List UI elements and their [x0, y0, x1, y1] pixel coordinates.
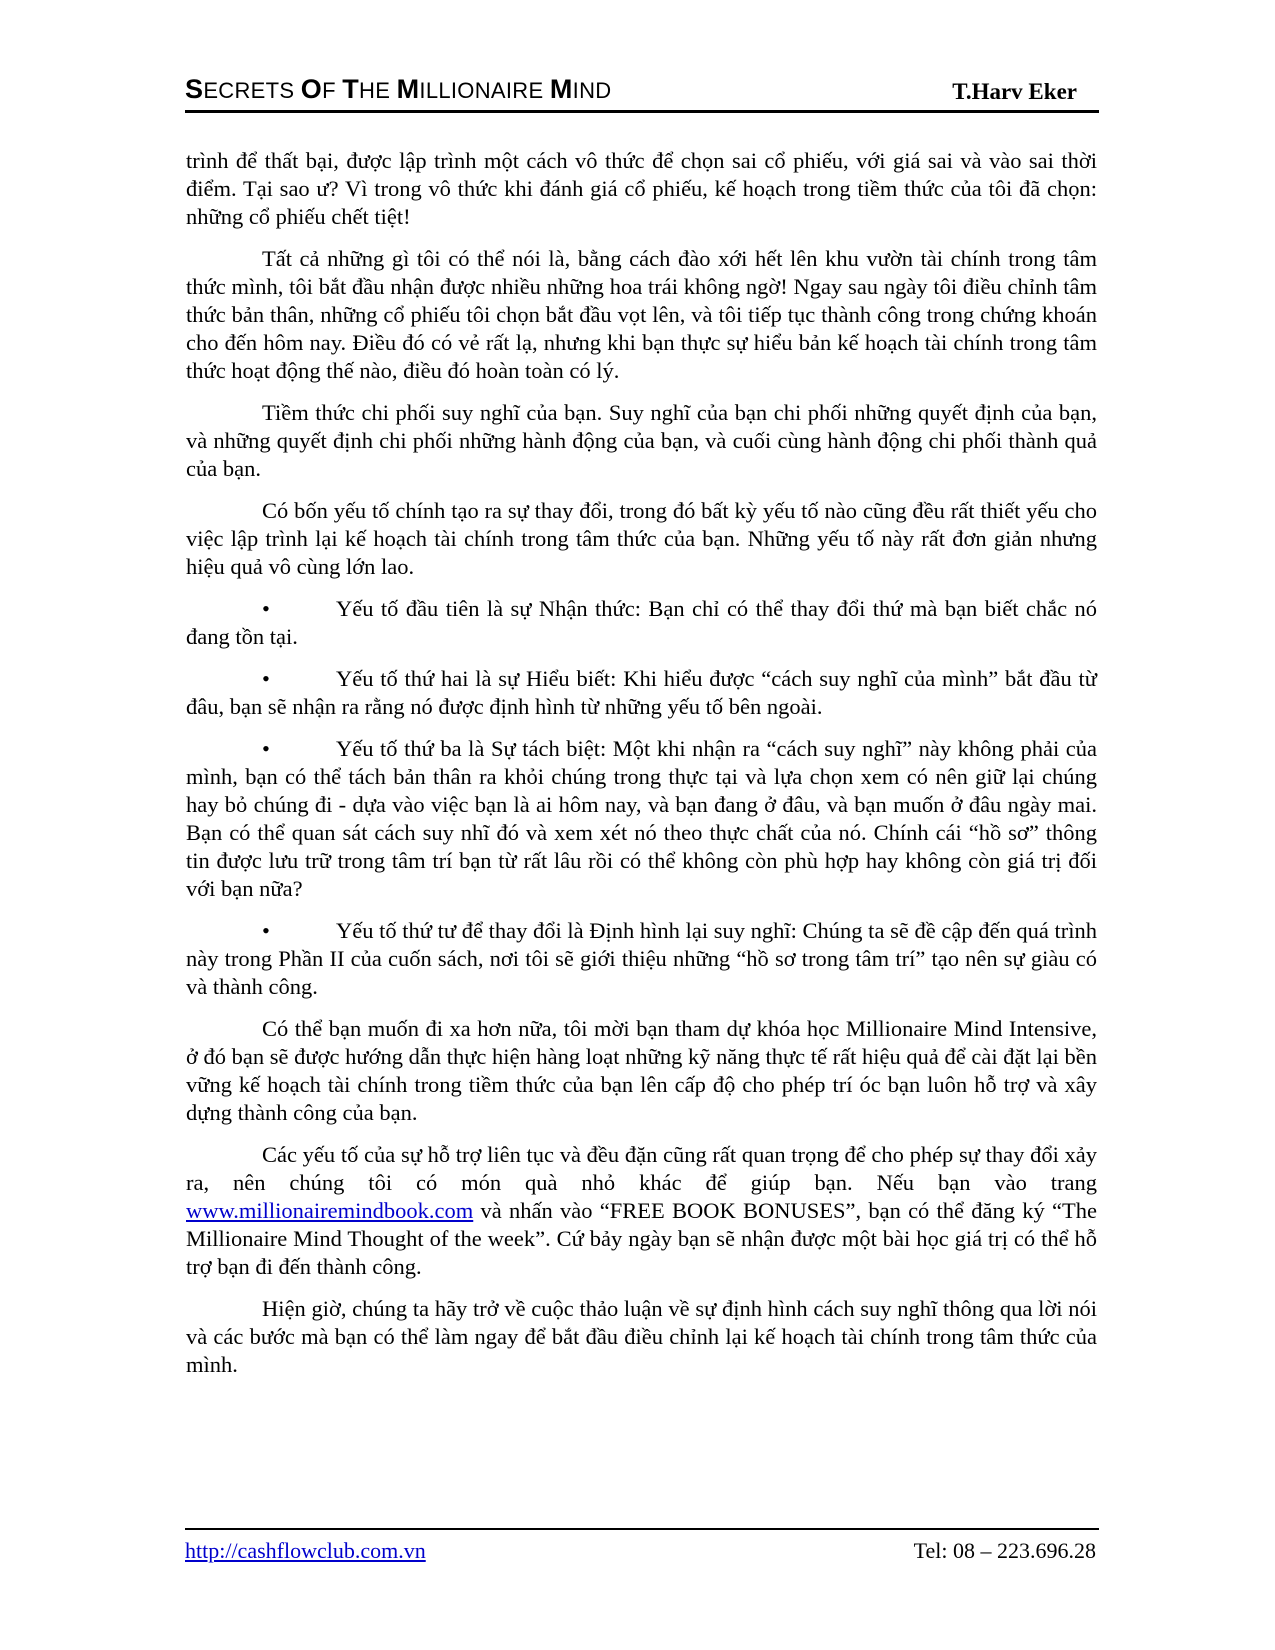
paragraph-text: Các yếu tố của sự hỗ trợ liên tục và đều đặn cũng rất quan trọng để cho phép sự thay đổi xảy ra, nên chúng tôi có món quà nhỏ khác để giúp bạn. Nếu bạn vào trang [186, 1142, 1097, 1195]
title-part: IND [572, 78, 612, 103]
page-header [185, 72, 1099, 113]
title-capital: T [342, 74, 360, 104]
bullet-icon: • [262, 918, 270, 943]
title-capital: M [396, 74, 420, 104]
bullet-text: Yếu tố thứ tư để thay đổi là Định hình lại suy nghĩ: Chúng ta sẽ đề cập đến quá trình này trong Phần II của cuốn sách, nơi tôi sẽ giới thiệu những “hồ sơ trong tâm trí” tạo nên sự giàu có và thành công. [186, 918, 1097, 999]
bullet-item [186, 595, 1097, 651]
bullet-text: Yếu tố thứ ba là Sự tách biệt: Một khi nhận ra “cách suy nghĩ” này không phải của mình, bạn có thể tách bản thân ra khỏi chúng trong thực tại và lựa chọn xem có nên giữ lại chúng hay bỏ chúng đi - dựa vào việc bạn là ai hôm nay, và bạn đang ở đâu, và bạn muốn ở đâu ngày mai. Bạn có thể quan sát cách suy nhĩ đó và xem xét nó theo thực chất của nó. Chính cái “hồ sơ” thông tin được lưu trữ trong tâm trí bạn từ rất lâu rồi có thể không còn phù hợp hay không còn giá trị đối với bạn nữa? [186, 736, 1097, 901]
title-capital: M [549, 74, 573, 104]
page-body [186, 147, 1097, 1393]
footer-url-link[interactable]: http://cashflowclub.com.vn [185, 1538, 426, 1563]
bullet-item [186, 735, 1097, 903]
paragraph: Có bốn yếu tố chính tạo ra sự thay đổi, trong đó bất kỳ yếu tố nào cũng đều rất thiết yếu cho việc lập trình lại kế hoạch tài chính trong tâm thức của bạn. Những yếu tố này rất đơn giản nhưng hiệu quả vô cùng lớn lao. [186, 498, 1097, 579]
book-title [185, 74, 611, 105]
title-part: HE [359, 78, 397, 103]
bullet-icon: • [262, 666, 270, 691]
title-capital: S [185, 74, 204, 104]
paragraph: Hiện giờ, chúng ta hãy trở về cuộc thảo luận về sự định hình cách suy nghĩ thông qua lời nói và các bước mà bạn có thể làm ngay để bắt đầu điều chỉnh lại kế hoạch tài chính trong tâm thức của mình. [186, 1296, 1097, 1377]
paragraph-text: và nhấn vào “FREE BOOK BONUSES”, bạn có thể đăng ký “The Millionaire Mind Thought of the week”. Cứ bảy ngày bạn sẽ nhận được một bài học giá trị có thể hỗ trợ bạn đi đến thành công. [186, 1198, 1097, 1279]
paragraph-continued: trình để thất bại, được lập trình một cách vô thức để chọn sai cổ phiếu, với giá sai và vào sai thời điểm. Tại sao ư? Vì trong vô thức khi đánh giá cổ phiếu, kế hoạch trong tiềm thức của tôi đã chọn: những cổ phiếu chết tiệt! [186, 148, 1097, 229]
bullet-item [186, 665, 1097, 721]
title-part: F [322, 78, 343, 103]
bullet-icon: • [262, 596, 270, 621]
bullet-item [186, 917, 1097, 1001]
footer-phone: Tel: 08 – 223.696.28 [913, 1538, 1096, 1563]
author-name: T.Harv Eker [952, 79, 1077, 104]
title-part: ILLIONAIRE [419, 78, 550, 103]
title-capital: O [300, 74, 323, 104]
bullet-text: Yếu tố thứ hai là sự Hiểu biết: Khi hiểu được “cách suy nghĩ của mình” bắt đầu từ đâu, bạn sẽ nhận ra rằng nó được định hình từ những yếu tố bên ngoài. [186, 666, 1097, 719]
title-part: ECRETS [203, 78, 301, 103]
paragraph-with-link [186, 1141, 1097, 1281]
bullet-icon: • [262, 736, 270, 761]
paragraph: Tiềm thức chi phối suy nghĩ của bạn. Suy nghĩ của bạn chi phối những quyết định của bạn, và những quyết định chi phối những hành động của bạn, và cuối cùng hành động chi phối thành quả của bạn. [186, 400, 1097, 481]
page-footer [185, 1528, 1099, 1566]
paragraph: Có thể bạn muốn đi xa hơn nữa, tôi mời bạn tham dự khóa học Millionaire Mind Intensive, ở đó bạn sẽ được hướng dẫn thực hiện hàng loạt những kỹ năng thực tế rất hiệu quả để cài đặt lại bền vững kế hoạch tài chính trong tiềm thức của bạn lên cấp độ cho phép trí óc bạn luôn hỗ trợ và xây dựng thành công của bạn. [186, 1016, 1097, 1125]
paragraph: Tất cả những gì tôi có thể nói là, bằng cách đào xới hết lên khu vườn tài chính trong tâm thức mình, tôi bắt đầu nhận được nhiều những hoa trái không ngờ! Ngay sau ngày tôi điều chỉnh tâm thức bản thân, những cổ phiếu tôi chọn bắt đầu vọt lên, và tôi tiếp tục thành công trong chứng khoán cho đến hôm nay. Điều đó có vẻ rất lạ, nhưng khi bạn thực sự hiểu bản kế hoạch tài chính trong tâm thức hoạt động thế nào, điều đó hoàn toàn có lý. [186, 246, 1097, 383]
bullet-text: Yếu tố đầu tiên là sự Nhận thức: Bạn chỉ có thể thay đổi thứ mà bạn biết chắc nó đang tồn tại. [186, 596, 1097, 649]
website-link[interactable]: www.millionairemindbook.com [186, 1198, 474, 1223]
